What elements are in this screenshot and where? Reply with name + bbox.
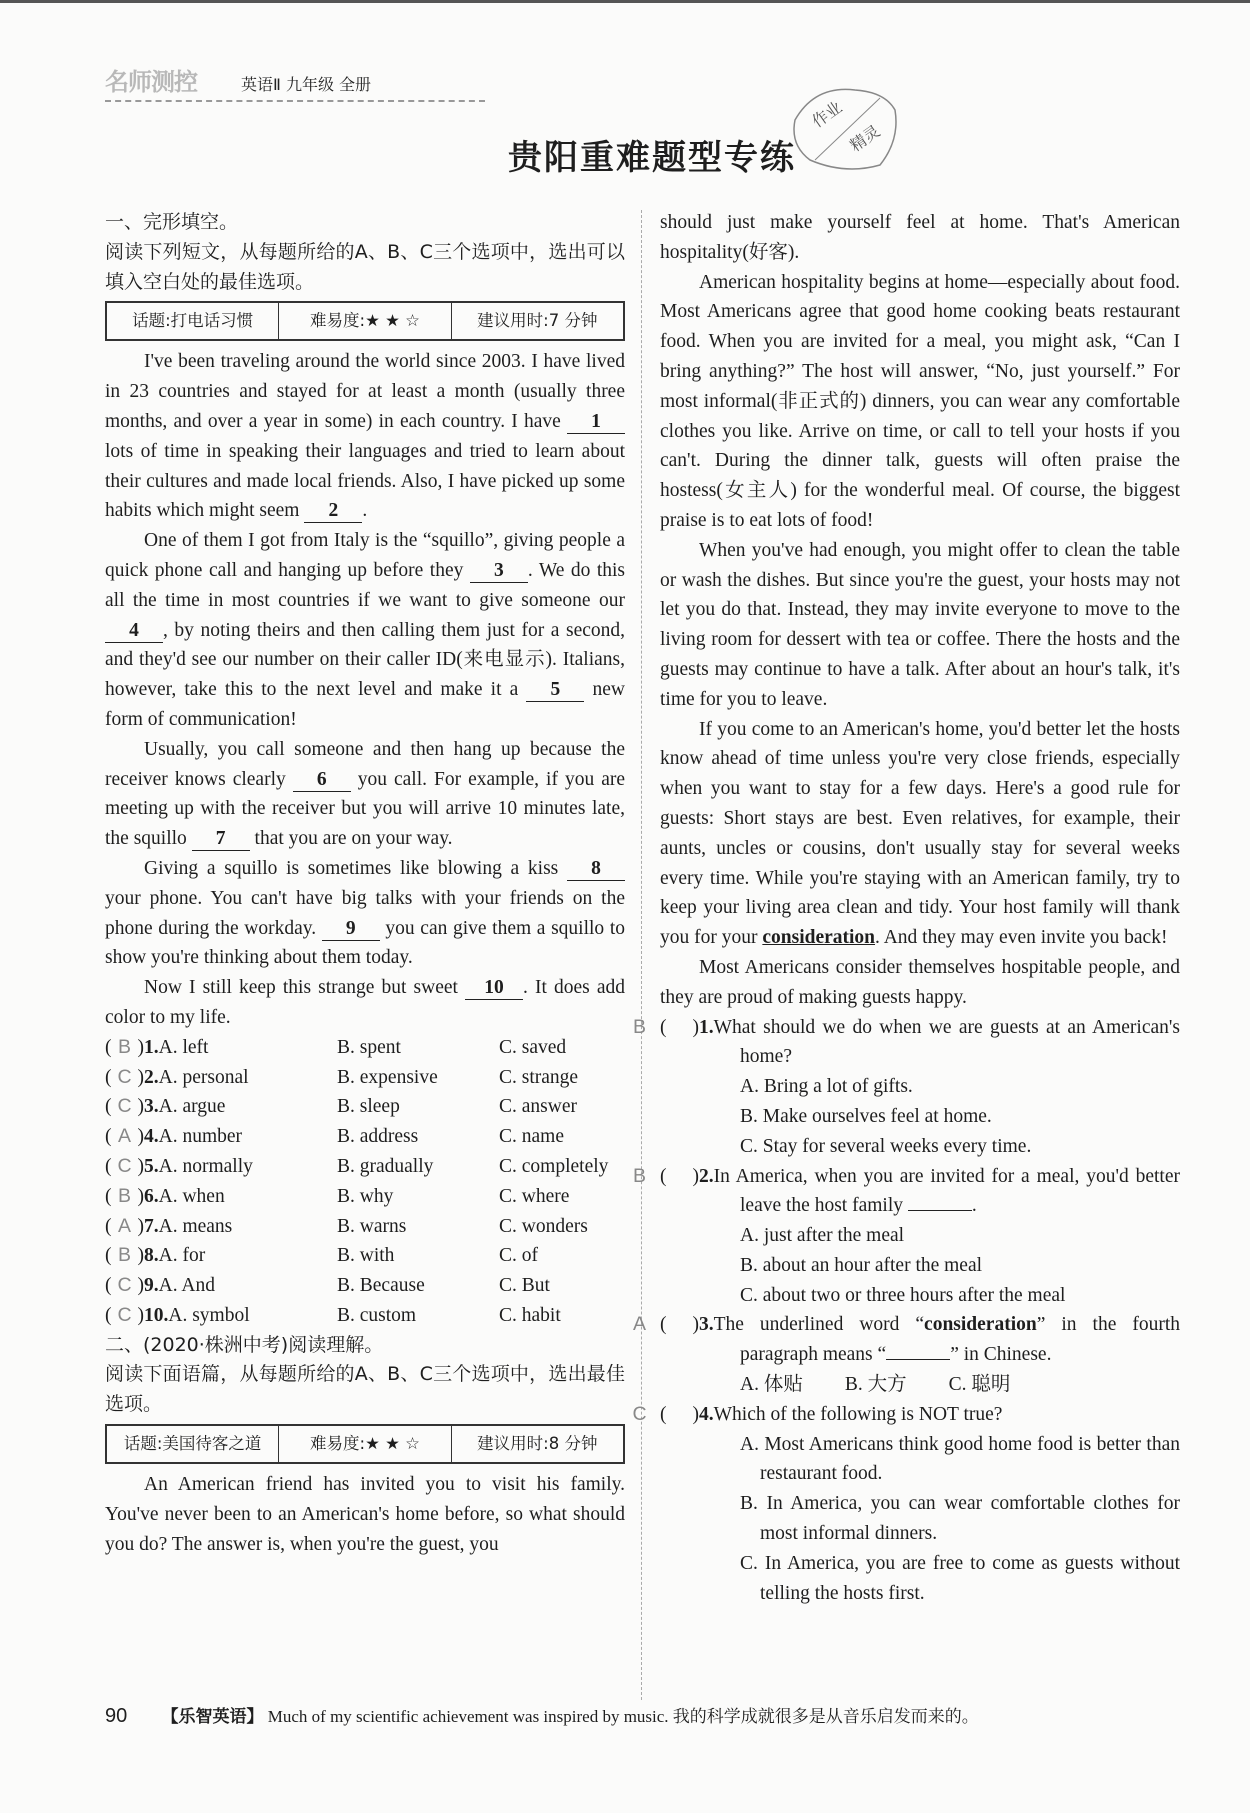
option-b: B. why [337, 1185, 394, 1207]
paren: ( [105, 1275, 112, 1297]
option: C. In America, you are free to come as guests without telling the hosts first. [740, 1552, 1180, 1604]
paren: ( [105, 1304, 112, 1326]
paragraph [105, 735, 625, 854]
answer-mark: C [632, 1402, 647, 1425]
difficulty-label: 难易度:★ ★ ☆ [279, 303, 451, 339]
option-a: A. when [158, 1185, 225, 1207]
paragraph [105, 1470, 625, 1559]
question-number: 7. [144, 1215, 159, 1237]
paren: ( [105, 1215, 112, 1237]
question-stem [105, 1182, 337, 1212]
option: B. In America, you can wear comfortable clothes for most informal dinners. [740, 1493, 1180, 1545]
column-divider [641, 210, 642, 1700]
question-number: 3. [699, 1314, 714, 1336]
option-b: B. gradually [337, 1155, 434, 1177]
paren: ) [137, 1096, 144, 1118]
topic-label: 话题:打电话习惯 [107, 303, 279, 339]
question-number: 6. [144, 1185, 159, 1207]
answer-mark: B [632, 1164, 646, 1187]
option-b: B. custom [337, 1304, 417, 1326]
answer-mark: A [117, 1125, 131, 1148]
reading-passage [660, 268, 1180, 1013]
question-number: 3. [144, 1096, 159, 1118]
paren: ( [660, 1403, 667, 1425]
top-border [0, 0, 1250, 3]
question-number: 1. [144, 1036, 159, 1058]
reading-question [632, 1400, 1180, 1430]
option-b: B. Because [337, 1275, 425, 1297]
question-number: 8. [144, 1245, 159, 1267]
passage-text: . [971, 1195, 977, 1217]
answer-blank: 7 [192, 828, 250, 851]
question-number: 2. [699, 1165, 714, 1187]
cloze-question [105, 1241, 625, 1271]
question-stem [105, 1301, 337, 1331]
series-logo: 名师测控 [105, 68, 197, 96]
cloze-question [105, 1063, 625, 1093]
paren: ) [137, 1126, 144, 1148]
passage-text: What should we do when we are guests at an American's home? [713, 1016, 1180, 1068]
question-stem [105, 1152, 337, 1182]
option: A. just after the meal [740, 1225, 905, 1247]
paren: ( [105, 1126, 112, 1148]
reading-question [632, 1013, 1180, 1073]
paren: ) [137, 1215, 144, 1237]
passage-text: . [362, 500, 368, 522]
cloze-question [105, 1033, 625, 1063]
option-a: A. argue [158, 1096, 226, 1118]
question-number: 9. [144, 1275, 159, 1297]
option-b: B. spent [337, 1036, 401, 1058]
passage-text: your phone. You can't have big talks with your friends on the phone during the workday. [105, 887, 625, 939]
time-label: 建议用时:8 分钟 [477, 1434, 598, 1454]
passage-text: Usually, you call someone and then hang up because the receiver knows clearly [105, 738, 625, 790]
paren: ) [137, 1185, 144, 1207]
left-column [105, 208, 625, 1559]
answer-mark: C [117, 1095, 132, 1118]
page-title: 贵阳重难题型专练 [508, 138, 796, 178]
option-c: C. saved [499, 1036, 567, 1058]
option: A. Most Americans think good home food is better than restaurant food. [740, 1433, 1180, 1485]
answer-mark: C [117, 1303, 132, 1326]
passage-text: Which of the following is NOT true? [713, 1403, 1003, 1425]
paren: ) [137, 1304, 144, 1326]
option-a: A. normally [158, 1155, 253, 1177]
option-c: C. of [499, 1245, 538, 1267]
paren: ) [692, 1403, 699, 1425]
option-a: A. personal [158, 1066, 249, 1088]
passage-text: lots of time in speaking their languages and tried to learn about their cultures and made local friends. Also, I have picked up some habits which might seem [105, 440, 625, 522]
right-column [632, 208, 1180, 1608]
answer-blank: 10 [465, 977, 523, 1000]
topic-label: 话题:美国待客之道 [107, 1426, 279, 1462]
reading-question [632, 1310, 1180, 1370]
cloze-question [105, 1182, 625, 1212]
passage-text: should just make yourself feel at home. That's American hospitality(好客). [660, 212, 1180, 263]
option-a: A. And [158, 1275, 215, 1297]
paren: ( [660, 1016, 667, 1038]
paren: ) [137, 1036, 144, 1058]
passage-text: ” in Chinese. [950, 1344, 1052, 1366]
paren: ( [105, 1036, 112, 1058]
option-a: A. means [158, 1215, 233, 1237]
answer-mark: A [117, 1214, 131, 1237]
answer-mark: C [117, 1065, 132, 1088]
option-b: B. warns [337, 1215, 407, 1237]
cloze-question [105, 1271, 625, 1301]
passage-text: . We do this all the time in most countries if we want to give someone our [105, 559, 625, 611]
option-b: B. expensive [337, 1066, 438, 1088]
svg-text:作业: 作业 [809, 98, 846, 132]
passage-text: An American friend has invited you to visit his family. You've never been to an American's home before, so what should you do? The answer is, when you're the guest, you [105, 1474, 625, 1555]
answer-blank: 9 [322, 918, 380, 941]
paren: ( [105, 1185, 112, 1207]
option-b: B. address [337, 1126, 419, 1148]
section2-heading: 二、(2020·株洲中考)阅读理解。 [105, 1333, 384, 1356]
passage-text: . It does add color to my life. [105, 977, 625, 1028]
section2-info-box [105, 1424, 625, 1464]
cloze-question [105, 1212, 625, 1242]
reading-questions [632, 1013, 1180, 1609]
option: A. 体贴 [740, 1374, 803, 1396]
reading-passage-continued [660, 208, 1180, 268]
svg-text:精灵: 精灵 [847, 122, 884, 156]
paren: ) [137, 1066, 144, 1088]
passage-text: I've been traveling around the world since 2003. I have lived in 23 countries and stayed for at least a month (usually three months, and over a year in some) in each country. I have [105, 351, 625, 432]
option-c: C. where [499, 1185, 570, 1207]
passage-text: American hospitality begins at home—especially about food. Most Americans agree that good home cooking beats restaurant food. When you are invited for a meal, you might ask, “Can I bring anything?” The host will answer, “No, just yourself.” For most informal(非正式的) dinners, you can wear any comfortable clothes you like. Arrive on time, or call to tell your hosts if you can't. During the dinner talk, guests will often praise the hostess(女主人) for the wonderful meal. Of course, the biggest praise is to eat lots of food! [660, 271, 1180, 531]
question-stem [105, 1122, 337, 1152]
question-number: 2. [144, 1066, 159, 1088]
option-c: C. wonders [499, 1215, 588, 1237]
paragraph [660, 268, 1180, 536]
page-footer [105, 1702, 979, 1728]
question-stem [105, 1092, 337, 1122]
passage-text: new form of communication! [105, 679, 625, 730]
answer-blank: 3 [470, 560, 528, 583]
question-number: 10. [144, 1304, 169, 1326]
option-a: A. for [158, 1245, 206, 1267]
running-header [105, 62, 371, 97]
option-c: C. name [499, 1126, 564, 1148]
paren: ( [105, 1245, 112, 1267]
question-stem [105, 1063, 337, 1093]
header-divider [105, 100, 485, 102]
paren: ) [137, 1245, 144, 1267]
paren: ) [137, 1275, 144, 1297]
option: C. 聪明 [948, 1374, 1011, 1396]
question-stem [105, 1271, 337, 1301]
answer-mark: B [117, 1184, 131, 1207]
paragraph [105, 973, 625, 1033]
option-c: C. habit [499, 1304, 561, 1326]
answer-blank: 5 [526, 679, 584, 702]
question-stem [105, 1241, 337, 1271]
section2-instruction: 阅读下面语篇，从每题所给的A、B、C三个选项中，选出最佳选项。 [105, 1363, 625, 1416]
answer-mark: C [117, 1154, 132, 1177]
option: C. Stay for several weeks every time. [740, 1135, 1032, 1157]
cloze-options [105, 1033, 625, 1331]
paragraph [660, 715, 1180, 953]
cloze-question [105, 1301, 625, 1331]
option-c: C. strange [499, 1066, 579, 1088]
question-stem [105, 1212, 337, 1242]
option: A. Bring a lot of gifts. [740, 1076, 913, 1098]
answer-blank: 4 [105, 620, 163, 643]
footer-brand: 【乐智英语】 [161, 1707, 264, 1727]
cloze-passage [105, 347, 625, 1032]
answer-blank: 1 [567, 411, 625, 434]
option-b: B. with [337, 1245, 395, 1267]
passage-text: One of them I got from Italy is the “squillo”, giving people a quick phone call and hanging up before they [105, 530, 625, 581]
reading-question [632, 1162, 1180, 1222]
question-number: 4. [699, 1403, 714, 1425]
passage-text: that you are on your way. [249, 828, 453, 850]
passage-text: Giving a squillo is sometimes like blowing a kiss [144, 857, 567, 879]
paren: ) [137, 1155, 144, 1177]
section1-info-box [105, 301, 625, 341]
option: B. Make ourselves feel at home. [740, 1105, 992, 1127]
answer-mark: B [117, 1035, 131, 1058]
passage-text: you call. For example, if you are meeting up with the receiver but you will arrive 10 minutes late, the squillo [105, 768, 625, 850]
reading-passage-start [105, 1470, 625, 1559]
option: B. about an hour after the meal [740, 1254, 983, 1276]
paragraph [105, 347, 625, 526]
paren: ( [105, 1066, 112, 1088]
paren: ( [105, 1155, 112, 1177]
option-row [660, 1370, 1180, 1400]
passage-text: ” in the fourth paragraph means “ [740, 1314, 1180, 1366]
zuoye-jingling-stamp-icon [785, 80, 905, 175]
cloze-question [105, 1122, 625, 1152]
option-a: A. left [158, 1036, 209, 1058]
option-c: C. But [499, 1275, 550, 1297]
answer-blank: 6 [293, 769, 351, 792]
question-stem [105, 1033, 337, 1063]
passage-text: The underlined word “ [713, 1314, 925, 1336]
option-c: C. completely [499, 1155, 609, 1177]
question-number: 4. [144, 1126, 159, 1148]
answer-blank [908, 1210, 972, 1211]
cloze-question [105, 1092, 625, 1122]
answer-blank [886, 1359, 950, 1360]
question-number: 5. [144, 1155, 159, 1177]
bold-word: consideration [924, 1314, 1037, 1336]
passage-text: In America, when you are invited for a meal, you'd better leave the host family [713, 1165, 1180, 1217]
passage-text: , by noting theirs and then calling them just for a second, and they'd see our number on their caller ID(来电显示). Italians, however, take this to the next level and make it a [105, 619, 625, 701]
paragraph [660, 953, 1180, 1013]
page-number: 90 [105, 1705, 128, 1727]
paragraph [105, 854, 625, 973]
option: C. about two or three hours after the meal [740, 1284, 1066, 1306]
underlined-word: consideration [762, 927, 876, 949]
answer-mark: A [632, 1313, 646, 1336]
book-subtitle: 英语Ⅱ 九年级 全册 [241, 75, 372, 94]
passage-text: you can give them a squillo to show you're thinking about them today. [105, 917, 625, 969]
cloze-question [105, 1152, 625, 1182]
passage-text: . And they may even invite you back! [875, 927, 1168, 949]
paren: ( [660, 1165, 667, 1187]
passage-text: If you come to an American's home, you'd better let the hosts know ahead of time unless you're very close friends, especially when you want to stay for a few days. Here's a good rule for guests: Short stays are best. Even relatives, for example, their aunts, uncles or cousins, don't usually stay for several weeks every time. While you're staying with an American family, try to keep your living area clean and tidy. Your host family will thank you for your [660, 718, 1180, 949]
paren: ( [660, 1314, 667, 1336]
footer-quote: Much of my scientific achievement was inspired by music. 我的科学成就很多是从音乐启发而来的。 [267, 1707, 979, 1726]
option-b: B. sleep [337, 1096, 400, 1118]
question-number: 1. [699, 1016, 714, 1038]
paren: ) [692, 1165, 699, 1187]
answer-blank: 8 [567, 858, 625, 881]
paragraph [660, 536, 1180, 715]
passage-text: Most Americans consider themselves hospitable people, and they are proud of making guests happy. [660, 956, 1180, 1008]
time-label: 建议用时:7 分钟 [477, 311, 598, 331]
answer-mark: B [117, 1244, 131, 1267]
paren: ( [105, 1096, 112, 1118]
section1-instruction: 阅读下列短文，从每题所给的A、B、C三个选项中，选出可以填入空白处的最佳选项。 [105, 240, 625, 293]
section1-heading: 一、完形填空。 [105, 211, 239, 233]
paren: ) [692, 1016, 699, 1038]
difficulty-label: 难易度:★ ★ ☆ [279, 1426, 451, 1462]
paragraph [660, 208, 1180, 268]
option-a: A. number [158, 1126, 243, 1148]
answer-blank: 2 [304, 500, 362, 523]
paragraph [105, 526, 625, 735]
option-a: A. symbol [168, 1304, 250, 1326]
paren: ) [692, 1314, 699, 1336]
answer-mark: C [117, 1274, 132, 1297]
passage-text: Now I still keep this strange but sweet [144, 977, 466, 999]
answer-mark: B [632, 1015, 646, 1038]
option: B. 大方 [844, 1374, 907, 1396]
option-c: C. answer [499, 1096, 577, 1118]
passage-text: When you've had enough, you might offer to clean the table or wash the dishes. But since you're the guest, your hosts may not let you do that. Instead, they may invite everyone to move to the living room for dessert with tea or coffee. There the hosts and the guests may continue to have a talk. After about an hour's talk, it's time for you to leave. [660, 539, 1180, 710]
